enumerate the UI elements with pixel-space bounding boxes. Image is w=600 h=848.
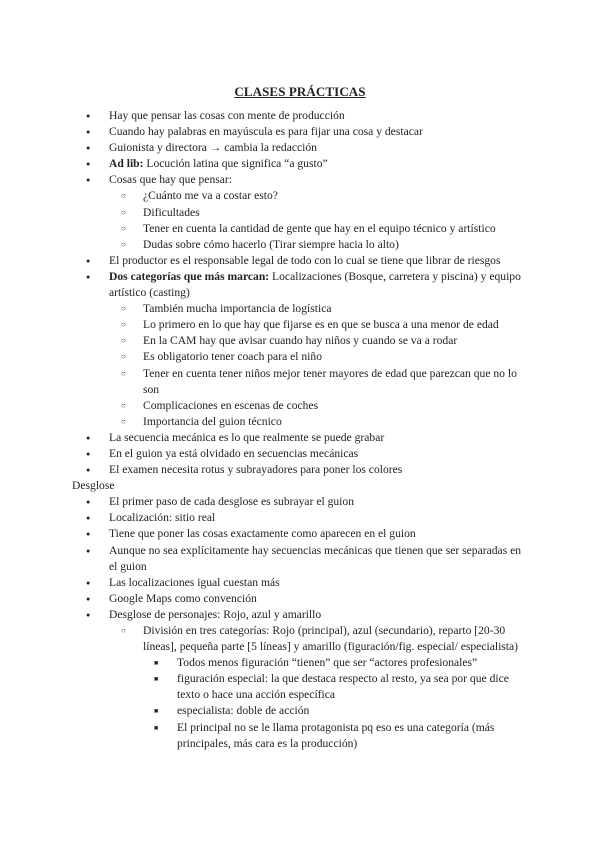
- sub-sub-list: [106, 655, 532, 752]
- sub-sub-list-item: ■ especialista: doble de acción: [140, 703, 532, 719]
- list-item: [72, 269, 532, 430]
- categories-text: Localizaciones (Bosque, carretera y piscina) y equipo artístico (casting): [109, 269, 521, 300]
- sub-list-item: ○ Lo primero en lo que hay que fijarse es en que se busca a una menor de edad: [106, 317, 532, 333]
- list-item: ● Hay que pensar las cosas con mente de producción: [72, 108, 532, 124]
- sub-list-item: ○ Tener en cuenta tener niños mejor tener mayores de edad que parezcan que no lo son: [106, 366, 532, 398]
- sub-list-item: ○ En la CAM hay que avisar cuando hay niños y cuando se va a rodar: [106, 333, 532, 349]
- list-item: ● Aunque no sea explícitamente hay secuencias mecánicas que tienen que ser separadas en el guion: [72, 543, 532, 575]
- sub-list-item: ○ Dificultades: [106, 205, 532, 221]
- categories-label: Dos categorías que más marcan:: [109, 269, 270, 283]
- sub-list-item: ○ ¿Cuánto me va a costar esto?: [106, 188, 532, 204]
- list-item-text: Cosas que hay que pensar:: [109, 173, 232, 187]
- sub-list: [72, 188, 532, 252]
- sub-list-item: ○ Complicaciones en escenas de coches: [106, 398, 532, 414]
- term-definition: Locución latina que significa “a gusto”: [143, 157, 328, 171]
- list-item: ● En el guion ya está olvidado en secuencias mecánicas: [72, 446, 532, 462]
- sub-list: [72, 301, 532, 430]
- sub-sub-list-item: ■ El principal no se le llama protagonista pq eso es una categoría (más principales, más cara es la producción): [140, 720, 532, 752]
- sub-list-item: ○ Tener en cuenta la cantidad de gente que hay en el equipo técnico y artístico: [106, 221, 532, 237]
- desglose-list: [72, 494, 532, 752]
- sub-list-item: ○ Es obligatorio tener coach para el niño: [106, 349, 532, 365]
- list-item: [72, 607, 532, 752]
- list-item: [72, 172, 532, 252]
- section-heading-desglose: Desglose: [72, 479, 115, 493]
- list-item: ● Cuando hay palabras en mayúscula es para fijar una cosa y destacar: [72, 124, 532, 140]
- sub-sub-list-item: ■ figuración especial: la que destaca respecto al resto, ya sea por que dice texto o hace una acción específica: [140, 671, 532, 703]
- sub-list: [72, 623, 532, 752]
- sub-list-item: ○ Importancia del guion técnico: [106, 414, 532, 430]
- list-item: ● El productor es el responsable legal de todo con lo cual se tiene que librar de riesgos: [72, 253, 532, 269]
- list-item: ● El primer paso de cada desglose es subrayar el guion: [72, 494, 532, 510]
- notes-content: [72, 108, 532, 752]
- main-list: [72, 108, 532, 478]
- page-title: CLASES PRÁCTICAS: [234, 84, 366, 99]
- list-item: ● Las localizaciones igual cuestan más: [72, 575, 532, 591]
- sub-list-item: ○ También mucha importancia de logística: [106, 301, 532, 317]
- list-item: ● La secuencia mecánica es lo que realmente se puede grabar: [72, 430, 532, 446]
- list-item: ● Google Maps como convención: [72, 591, 532, 607]
- term-label: Ad lib:: [109, 157, 144, 171]
- list-item: ● Localización: sitio real: [72, 510, 532, 526]
- list-item: ● El examen necesita rotus y subrayadores para poner los colores: [72, 462, 532, 478]
- sub-sub-list-item: ■ Todos menos figuración “tienen” que ser “actores profesionales”: [140, 655, 532, 671]
- sub-list-item: ○ División en tres categorías: Rojo (principal), azul (secundario), reparto [20-30 líneas], pequeña parte [5 líneas] y amarillo (figuración/fig. especial/ especialista) ■ Todos menos figuración “tienen” que ser “actores profesionales” ■ figuración especial: la que destaca respecto al resto, ya sea por que dice texto o hace una acción específica ■ especialista: doble de acción ■ El principal no se le llama protagonista pq eso es una categoría (más principales, más cara es la producción): [106, 623, 532, 752]
- list-item: [72, 156, 532, 172]
- list-item-text: Desglose de personajes: Rojo, azul y amarillo: [109, 607, 322, 621]
- list-item: ● Guionista y directora → cambia la redacción: [72, 140, 532, 156]
- list-item: ● Tiene que poner las cosas exactamente como aparecen en el guion: [72, 526, 532, 542]
- sub-list-item: ○ Dudas sobre cómo hacerlo (Tirar siempre hacia lo alto): [106, 237, 532, 253]
